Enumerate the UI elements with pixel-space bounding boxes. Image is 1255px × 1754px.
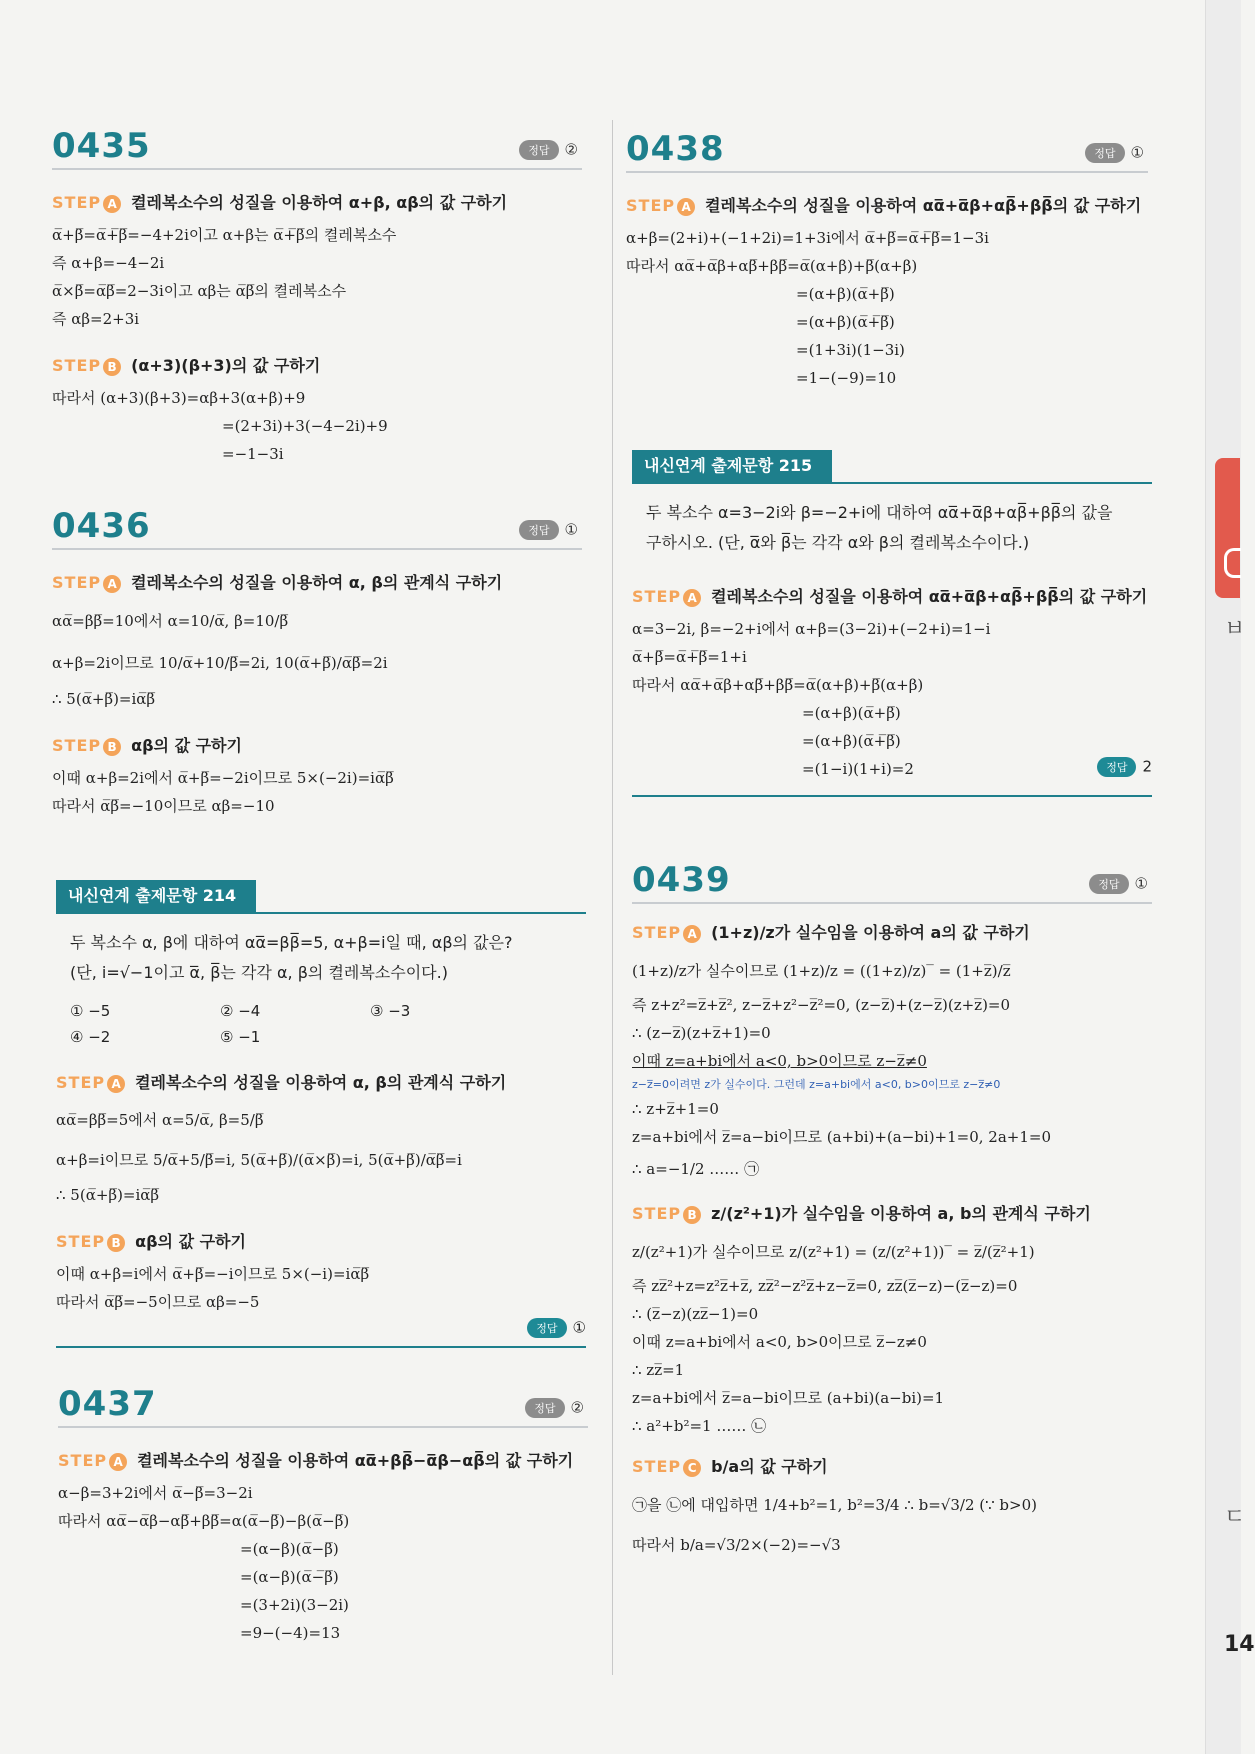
step-a-heading: [632, 584, 1152, 607]
solution-line: ㉠을 ㉡에 대입하면 1/4+b²=1, b²=3/4 ∴ b=√3/2 (∵ b>0): [632, 1496, 1037, 1514]
solution-line: =(α−β)(α̅−̅β̅): [240, 1568, 339, 1586]
solution-header: [632, 854, 1152, 904]
solution-0438: [626, 123, 1148, 392]
solution-line: =(1−i)(1+i)=2: [802, 760, 914, 778]
step-a-heading: [52, 570, 582, 593]
step-circle: A: [107, 1075, 125, 1093]
step-circle: B: [103, 738, 121, 756]
solution-line: =9−(−4)=13: [240, 1624, 341, 1642]
solution-line: 이때 z=a+bi에서 a<0, b>0이므로 z̅−z≠0: [632, 1333, 927, 1351]
answer-label: [1085, 143, 1144, 163]
solution-0436: [52, 500, 582, 820]
solution-line: 따라서 α̅β̅=−10이므로 αβ=−10: [52, 797, 275, 815]
step-title: 켤레복소수의 성질을 이용하여 α+β, αβ의 값 구하기: [131, 193, 508, 212]
solution-line: ∴ 5(α̅+β̅)=iα̅β̅: [56, 1186, 160, 1204]
step-a-heading: [58, 1448, 588, 1471]
solution-line: =(α−β)(α̅−β̅): [240, 1540, 339, 1558]
step-title: αβ의 값 구하기: [131, 736, 242, 755]
solution-line: ∴ a²+b²=1 …… ㉡: [632, 1417, 767, 1435]
solution-line: 이때 z=a+bi에서 a<0, b>0이므로 z−z̅≠0: [632, 1052, 927, 1070]
step-title: αβ의 값 구하기: [135, 1232, 246, 1251]
step-c-heading: [632, 1454, 1152, 1477]
step-circle: A: [103, 575, 121, 593]
side-glyph: ㅂ: [1224, 617, 1246, 642]
solution-line: ∴ 5(α̅+β̅)=iα̅β̅: [52, 690, 156, 708]
solution-line: =(α+β)(α̅+̅β̅): [802, 732, 901, 750]
answer-label: [519, 140, 578, 160]
solution-line: α+β=i이므로 5/α̅+5/β̅=i, 5(α̅+β̅)/(α̅×β̅)=i, 5(α̅+β̅)/α̅β̅=i: [56, 1151, 462, 1169]
step-b-heading: [52, 733, 582, 756]
step-tag: STEP: [56, 1232, 106, 1251]
choice[interactable]: ④ −2: [70, 1028, 111, 1046]
step-tag: STEP: [56, 1073, 106, 1092]
solution-line: z/(z²+1)가 실수이므로 z/(z²+1) = (z/(z²+1))‾ = z̅/(z̅²+1): [632, 1243, 1035, 1261]
solution-line: =(α+β)(α̅+β̅): [796, 285, 895, 303]
step-circle: B: [107, 1234, 125, 1252]
solution-line: ∴ (z−z̅)(z+z̅+1)=0: [632, 1024, 771, 1042]
step-a-heading: [52, 190, 582, 213]
solution-line: 즉 αβ=2+3i: [52, 310, 140, 328]
solution-line: α−β=3+2i에서 α̅−β̅=3−2i: [58, 1484, 253, 1502]
answer-badge: 정답: [525, 1398, 564, 1418]
page-number: 14: [1224, 1632, 1255, 1657]
step-tag: STEP: [632, 923, 682, 942]
exam-problem-215: [632, 450, 1152, 797]
step-circle: A: [103, 195, 121, 213]
step-tag: STEP: [52, 193, 102, 212]
step-title: 켤레복소수의 성질을 이용하여 α, β의 관계식 구하기: [131, 573, 503, 592]
choice[interactable]: ① −5: [70, 1002, 111, 1020]
problem-number: 0435: [52, 126, 151, 166]
solution-line: =(3+2i)(3−2i): [240, 1596, 349, 1614]
final-answer: [56, 1318, 586, 1338]
step-circle: C: [683, 1459, 701, 1477]
answer-value: ①: [1130, 143, 1144, 162]
answer-choices: [56, 988, 586, 1050]
solution-line: z=a+bi에서 z̅=a−bi이므로 (a+bi)+(a−bi)+1=0, 2a+1=0: [632, 1128, 1052, 1146]
exam-footer-rule: [56, 1346, 586, 1348]
step-circle: A: [683, 925, 701, 943]
question-line: 두 복소수 α=3−2i와 β=−2+i에 대하여 αα̅+α̅β+αβ̅+ββ̅의 값을: [646, 503, 1113, 522]
step-title: 켤레복소수의 성질을 이용하여 αα̅+α̅β+αβ̅+ββ̅의 값 구하기: [711, 587, 1148, 606]
step-title: (1+z)/z가 실수임을 이용하여 a의 값 구하기: [711, 923, 1030, 942]
problem-number: 0439: [632, 860, 731, 900]
step-circle: B: [683, 1206, 701, 1224]
exam-footer-rule: [632, 795, 1152, 797]
solution-header: [52, 120, 582, 170]
choice[interactable]: ③ −3: [370, 1002, 411, 1020]
step-title: (α+3)(β+3)의 값 구하기: [131, 356, 321, 375]
solution-line: =(2+3i)+3(−4−2i)+9: [222, 417, 388, 435]
answer-badge: 정답: [519, 520, 558, 540]
solution-0437: [58, 1378, 588, 1647]
solution-line: 즉 α+β=−4−2i: [52, 254, 165, 272]
chapter-tab-mark: [1224, 548, 1241, 578]
exam-problem-214: [56, 880, 586, 1348]
answer-badge: 정답: [1089, 874, 1128, 894]
exam-question: [56, 914, 586, 988]
solution-line: 이때 α+β=2i에서 α̅+β̅=−2i이므로 5×(−2i)=iα̅β̅: [52, 769, 394, 787]
step-a-heading: [626, 193, 1148, 216]
solution-line: z=a+bi에서 z̅=a−bi이므로 (a+bi)(a−bi)=1: [632, 1389, 945, 1407]
exam-question: [632, 484, 1152, 558]
exam-header: [632, 450, 1152, 484]
step-title: 켤레복소수의 성질을 이용하여 α, β의 관계식 구하기: [135, 1073, 507, 1092]
step-tag: STEP: [52, 736, 102, 755]
solution-line: α=3−2i, β=−2+i에서 α+β=(3−2i)+(−2+i)=1−i: [632, 620, 991, 638]
step-title: 켤레복소수의 성질을 이용하여 αα̅+ββ̅−α̅β−αβ̅의 값 구하기: [137, 1451, 574, 1470]
problem-number: 0436: [52, 506, 151, 546]
explanatory-note: z−z̅=0이려면 z가 실수이다. 그런데 z=a+bi에서 a<0, b>0이므로 z−z̅≠0: [632, 1078, 1001, 1091]
solution-0435: [52, 120, 582, 468]
step-title: z/(z²+1)가 실수임을 이용하여 a, b의 관계식 구하기: [711, 1204, 1091, 1223]
solution-line: ∴ a=−1/2 …… ㉠: [632, 1160, 760, 1178]
step-circle: A: [683, 589, 701, 607]
exam-label: 내신연계 출제문항 215: [632, 450, 832, 482]
solution-line: α̅+β̅=α̅+̅β̅=−4+2i이고 α+β는 α̅+̅β̅의 켤레복소수: [52, 226, 397, 244]
solution-line: αα̅=ββ̅=5에서 α=5/α̅, β=5/β̅: [56, 1111, 264, 1129]
step-a-heading: [632, 920, 1152, 943]
solution-line: ∴ zz̅=1: [632, 1361, 685, 1379]
solution-header: [58, 1378, 588, 1428]
solution-header: [52, 500, 582, 550]
answer-label: [519, 520, 578, 540]
step-tag: STEP: [632, 1457, 682, 1476]
answer-badge: 정답: [1097, 757, 1136, 777]
solution-line: =(1+3i)(1−3i): [796, 341, 905, 359]
step-b-heading: [52, 353, 582, 376]
answer-badge: 정답: [527, 1318, 566, 1338]
solution-line: α+β=2i이므로 10/α̅+10/β̅=2i, 10(α̅+β̅)/α̅β̅=2i: [52, 654, 388, 672]
step-circle: A: [677, 198, 695, 216]
solution-line: α̅×β̅=α̅β̅=2−3i이고 αβ는 α̅β̅의 켤레복소수: [52, 282, 347, 300]
step-circle: B: [103, 358, 121, 376]
column-divider: [612, 120, 613, 1675]
solution-0439: [632, 854, 1152, 1565]
solution-line: ∴ z+z̅+1=0: [632, 1100, 719, 1118]
solution-line: 따라서 (α+3)(β+3)=αβ+3(α+β)+9: [52, 389, 306, 407]
solution-line: 따라서 αα̅+α̅β+αβ̅+ββ̅=α̅(α+β)+β̅(α+β): [626, 257, 918, 275]
step-tag: STEP: [632, 587, 682, 606]
question-line: (단, i=√−1이고 α̅, β̅는 각각 α, β의 켤레복소수이다.): [70, 963, 448, 982]
solution-line: =(α+β)(α̅+̅β̅): [796, 313, 895, 331]
step-b-heading: [56, 1229, 586, 1252]
step-title: 켤레복소수의 성질을 이용하여 αα̅+α̅β+αβ̅+ββ̅의 값 구하기: [705, 196, 1142, 215]
step-circle: A: [109, 1453, 127, 1471]
step-b-heading: [632, 1201, 1152, 1224]
exam-header: [56, 880, 586, 914]
step-a-heading: [56, 1070, 586, 1093]
step-title: b/a의 값 구하기: [711, 1457, 828, 1476]
step-tag: STEP: [632, 1204, 682, 1223]
solution-line: 이때 α+β=i에서 α̅+β̅=−i이므로 5×(−i)=iα̅β̅: [56, 1265, 370, 1283]
step-tag: STEP: [52, 573, 102, 592]
solution-line: 따라서 αα̅−α̅β−αβ̅+ββ̅=α(α̅−β̅)−β(α̅−β̅): [58, 1512, 350, 1530]
question-line: 구하시오. (단, α̅와 β̅는 각각 α와 β의 켤레복소수이다.): [646, 533, 1030, 552]
solution-line: =−1−3i: [222, 445, 284, 463]
answer-label: [525, 1398, 584, 1418]
step-tag: STEP: [626, 196, 676, 215]
solution-line: 따라서 αα̅+α̅β+αβ̅+ββ̅=α̅(α+β)+β̅(α+β): [632, 676, 924, 694]
answer-value: ②: [564, 140, 578, 159]
problem-number: 0438: [626, 129, 725, 169]
answer-badge: 정답: [1085, 143, 1124, 163]
solution-header: [626, 123, 1148, 173]
question-line: 두 복소수 α, β에 대하여 αα̅=ββ̅=5, α+β=i일 때, αβ의 값은?: [70, 933, 513, 952]
answer-badge: 정답: [519, 140, 558, 160]
solution-line: αα̅=ββ̅=10에서 α=10/α̅, β=10/β̅: [52, 612, 289, 630]
solution-line: (1+z)/z가 실수이므로 (1+z)/z = ((1+z)/z)‾ = (1+z̅)/z̅: [632, 962, 1011, 980]
solution-line: α̅+β̅=α̅+̅β̅=1+i: [632, 648, 747, 666]
solution-line: 즉 z+z²=z̅+z̅², z−z̅+z²−z̅²=0, (z−z̅)+(z−z̅)(z+z̅)=0: [632, 996, 1011, 1014]
answer-value: 2: [1142, 757, 1152, 776]
side-glyph: ㄷ: [1224, 1505, 1246, 1530]
solution-line: ∴ (z̅−z)(zz̅−1)=0: [632, 1305, 759, 1323]
answer-value: ②: [570, 1398, 584, 1417]
choice[interactable]: ⑤ −1: [220, 1028, 261, 1046]
step-tag: STEP: [52, 356, 102, 375]
choice[interactable]: ② −4: [220, 1002, 261, 1020]
exam-label: 내신연계 출제문항 214: [56, 880, 256, 912]
step-tag: STEP: [58, 1451, 108, 1470]
answer-value: ①: [564, 520, 578, 539]
solution-line: 따라서 b/a=√3/2×(−2)=−√3: [632, 1536, 841, 1554]
solution-line: α+β=(2+i)+(−1+2i)=1+3i에서 α̅+β̅=α̅+̅β̅=1−3i: [626, 229, 989, 247]
page-edge: [1205, 0, 1241, 1754]
answer-label: [1089, 874, 1148, 894]
answer-value: ①: [572, 1318, 586, 1337]
problem-number: 0437: [58, 1384, 157, 1424]
solution-line: 따라서 α̅β̅=−5이므로 αβ=−5: [56, 1293, 260, 1311]
solution-line: 즉 zz̅²+z=z²z̅+z̅, zz̅²−z²z̅+z−z̅=0, zz̅(z̅−z)−(z̅−z)=0: [632, 1277, 1018, 1295]
answer-value: ①: [1134, 874, 1148, 893]
solution-line: =1−(−9)=10: [796, 369, 897, 387]
solution-line: =(α+β)(α̅+β̅): [802, 704, 901, 722]
